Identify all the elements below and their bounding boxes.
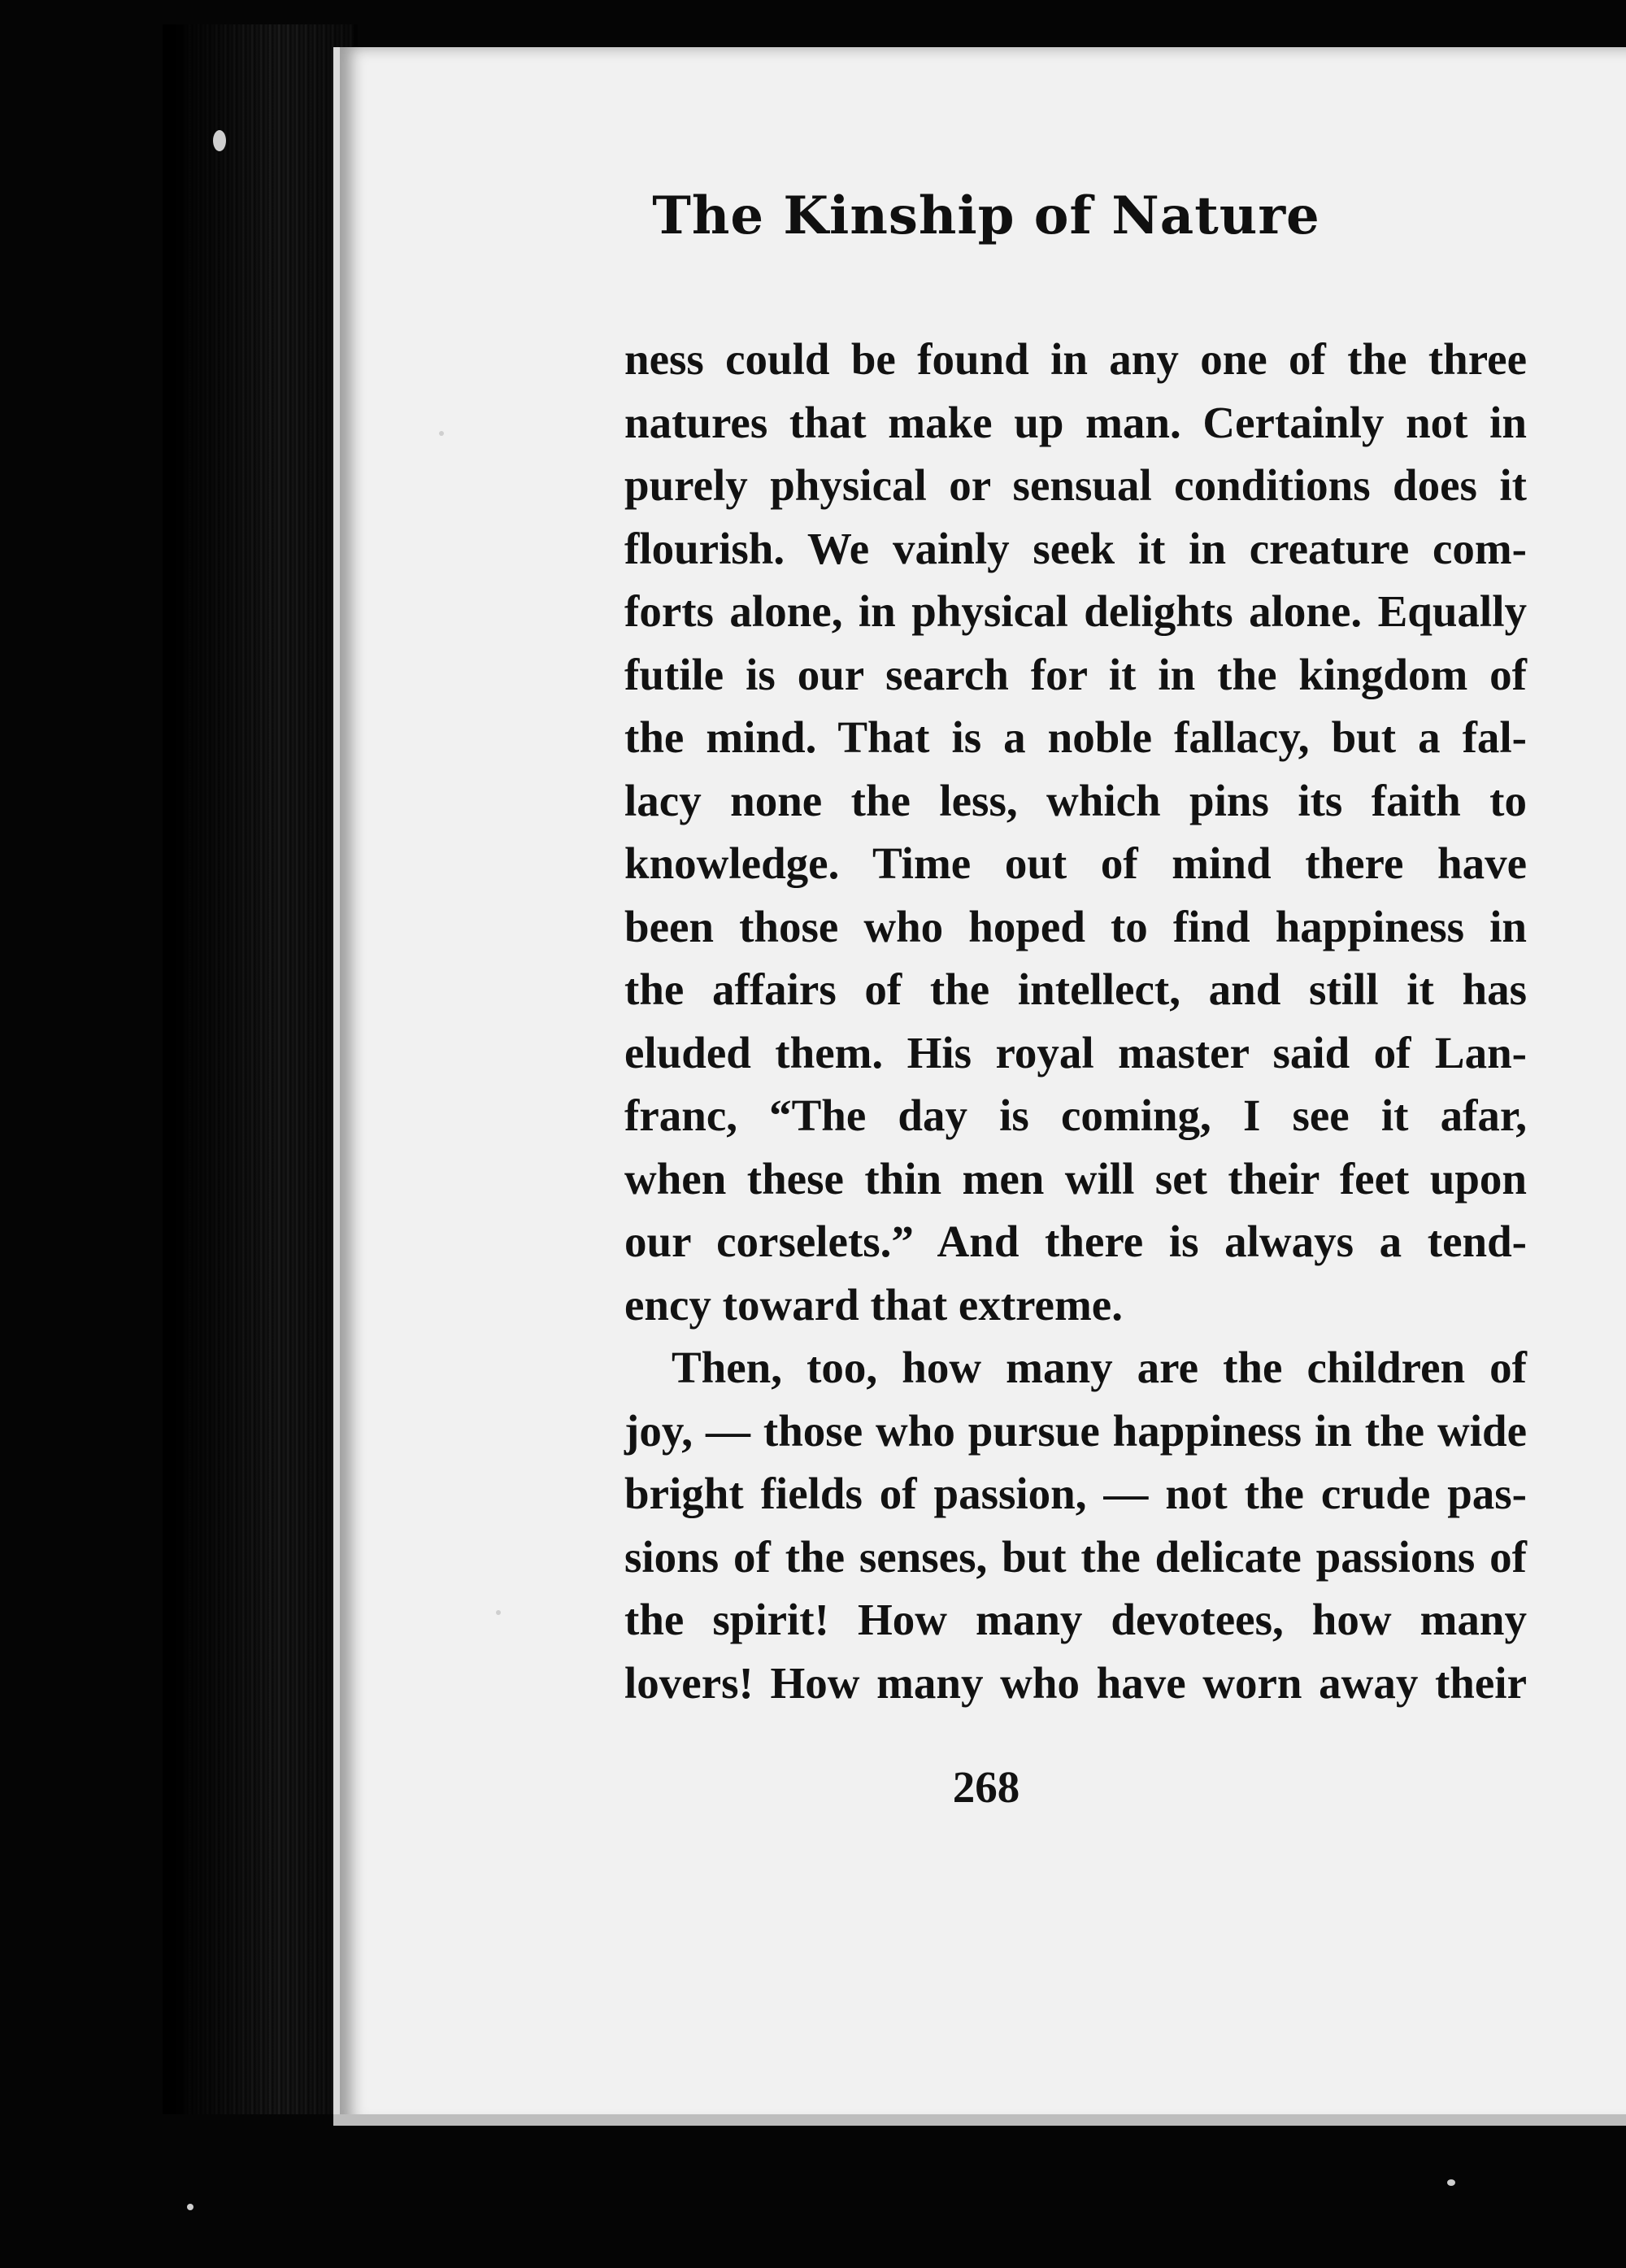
text-line: lacy none the less, which pins its faith to [624,775,1527,825]
text-line: been those who hoped to find happiness in [624,901,1527,951]
text-line: our corselets.” And there is always a tend- [624,1217,1527,1266]
text-line: eluded them. His royal master said of Lan- [624,1027,1527,1077]
text-line: futile is our search for it in the kingdom of [624,649,1527,699]
text-line: natures that make up man. Certainly not in [624,397,1527,447]
text-line: forts alone, in physical delights alone. Equally [624,586,1527,636]
text-line-paragraph-start: Then, too, how many are the children of [672,1343,1527,1392]
book-edge-shadow [163,24,358,2114]
text-line: sions of the senses, but the delicate passions of [624,1531,1527,1582]
scan-speck [213,130,226,151]
scan-speck [187,2204,193,2210]
book-page [333,47,1626,2125]
text-line: flourish. We vainly seek it in creature com- [624,523,1527,573]
text-line: the mind. That is a noble fallacy, but a fal- [624,712,1527,762]
text-line: bright fields of passion, — not the crude pas- [624,1469,1527,1518]
text-line-paragraph-end: ency toward that extreme. [624,1279,1123,1330]
page-number: 268 [952,1762,1020,1812]
text-line: ness could be found in any one of the three [624,334,1527,384]
scan-speck [496,1610,501,1615]
page-bottom-edge [333,2114,1626,2126]
text-line: knowledge. Time out of mind there have [624,838,1527,888]
text-line: when these thin men will set their feet upon [624,1153,1527,1204]
text-line: the spirit! How many devotees, how many [624,1595,1527,1644]
text-line: lovers! How many who have worn away their [624,1657,1527,1708]
text-line: franc, “The day is coming, I see it afar, [624,1090,1527,1140]
text-line: joy, — those who pursue happiness in the wide [624,1405,1527,1456]
body-text [624,328,1527,1714]
text-line: the affairs of the intellect, and still it has [624,964,1527,1014]
text-line: purely physical or sensual conditions does it [624,460,1527,510]
scan-speck [439,431,444,436]
running-head: The Kinship of Nature [652,185,1320,246]
scan-speck [1447,2179,1455,2186]
